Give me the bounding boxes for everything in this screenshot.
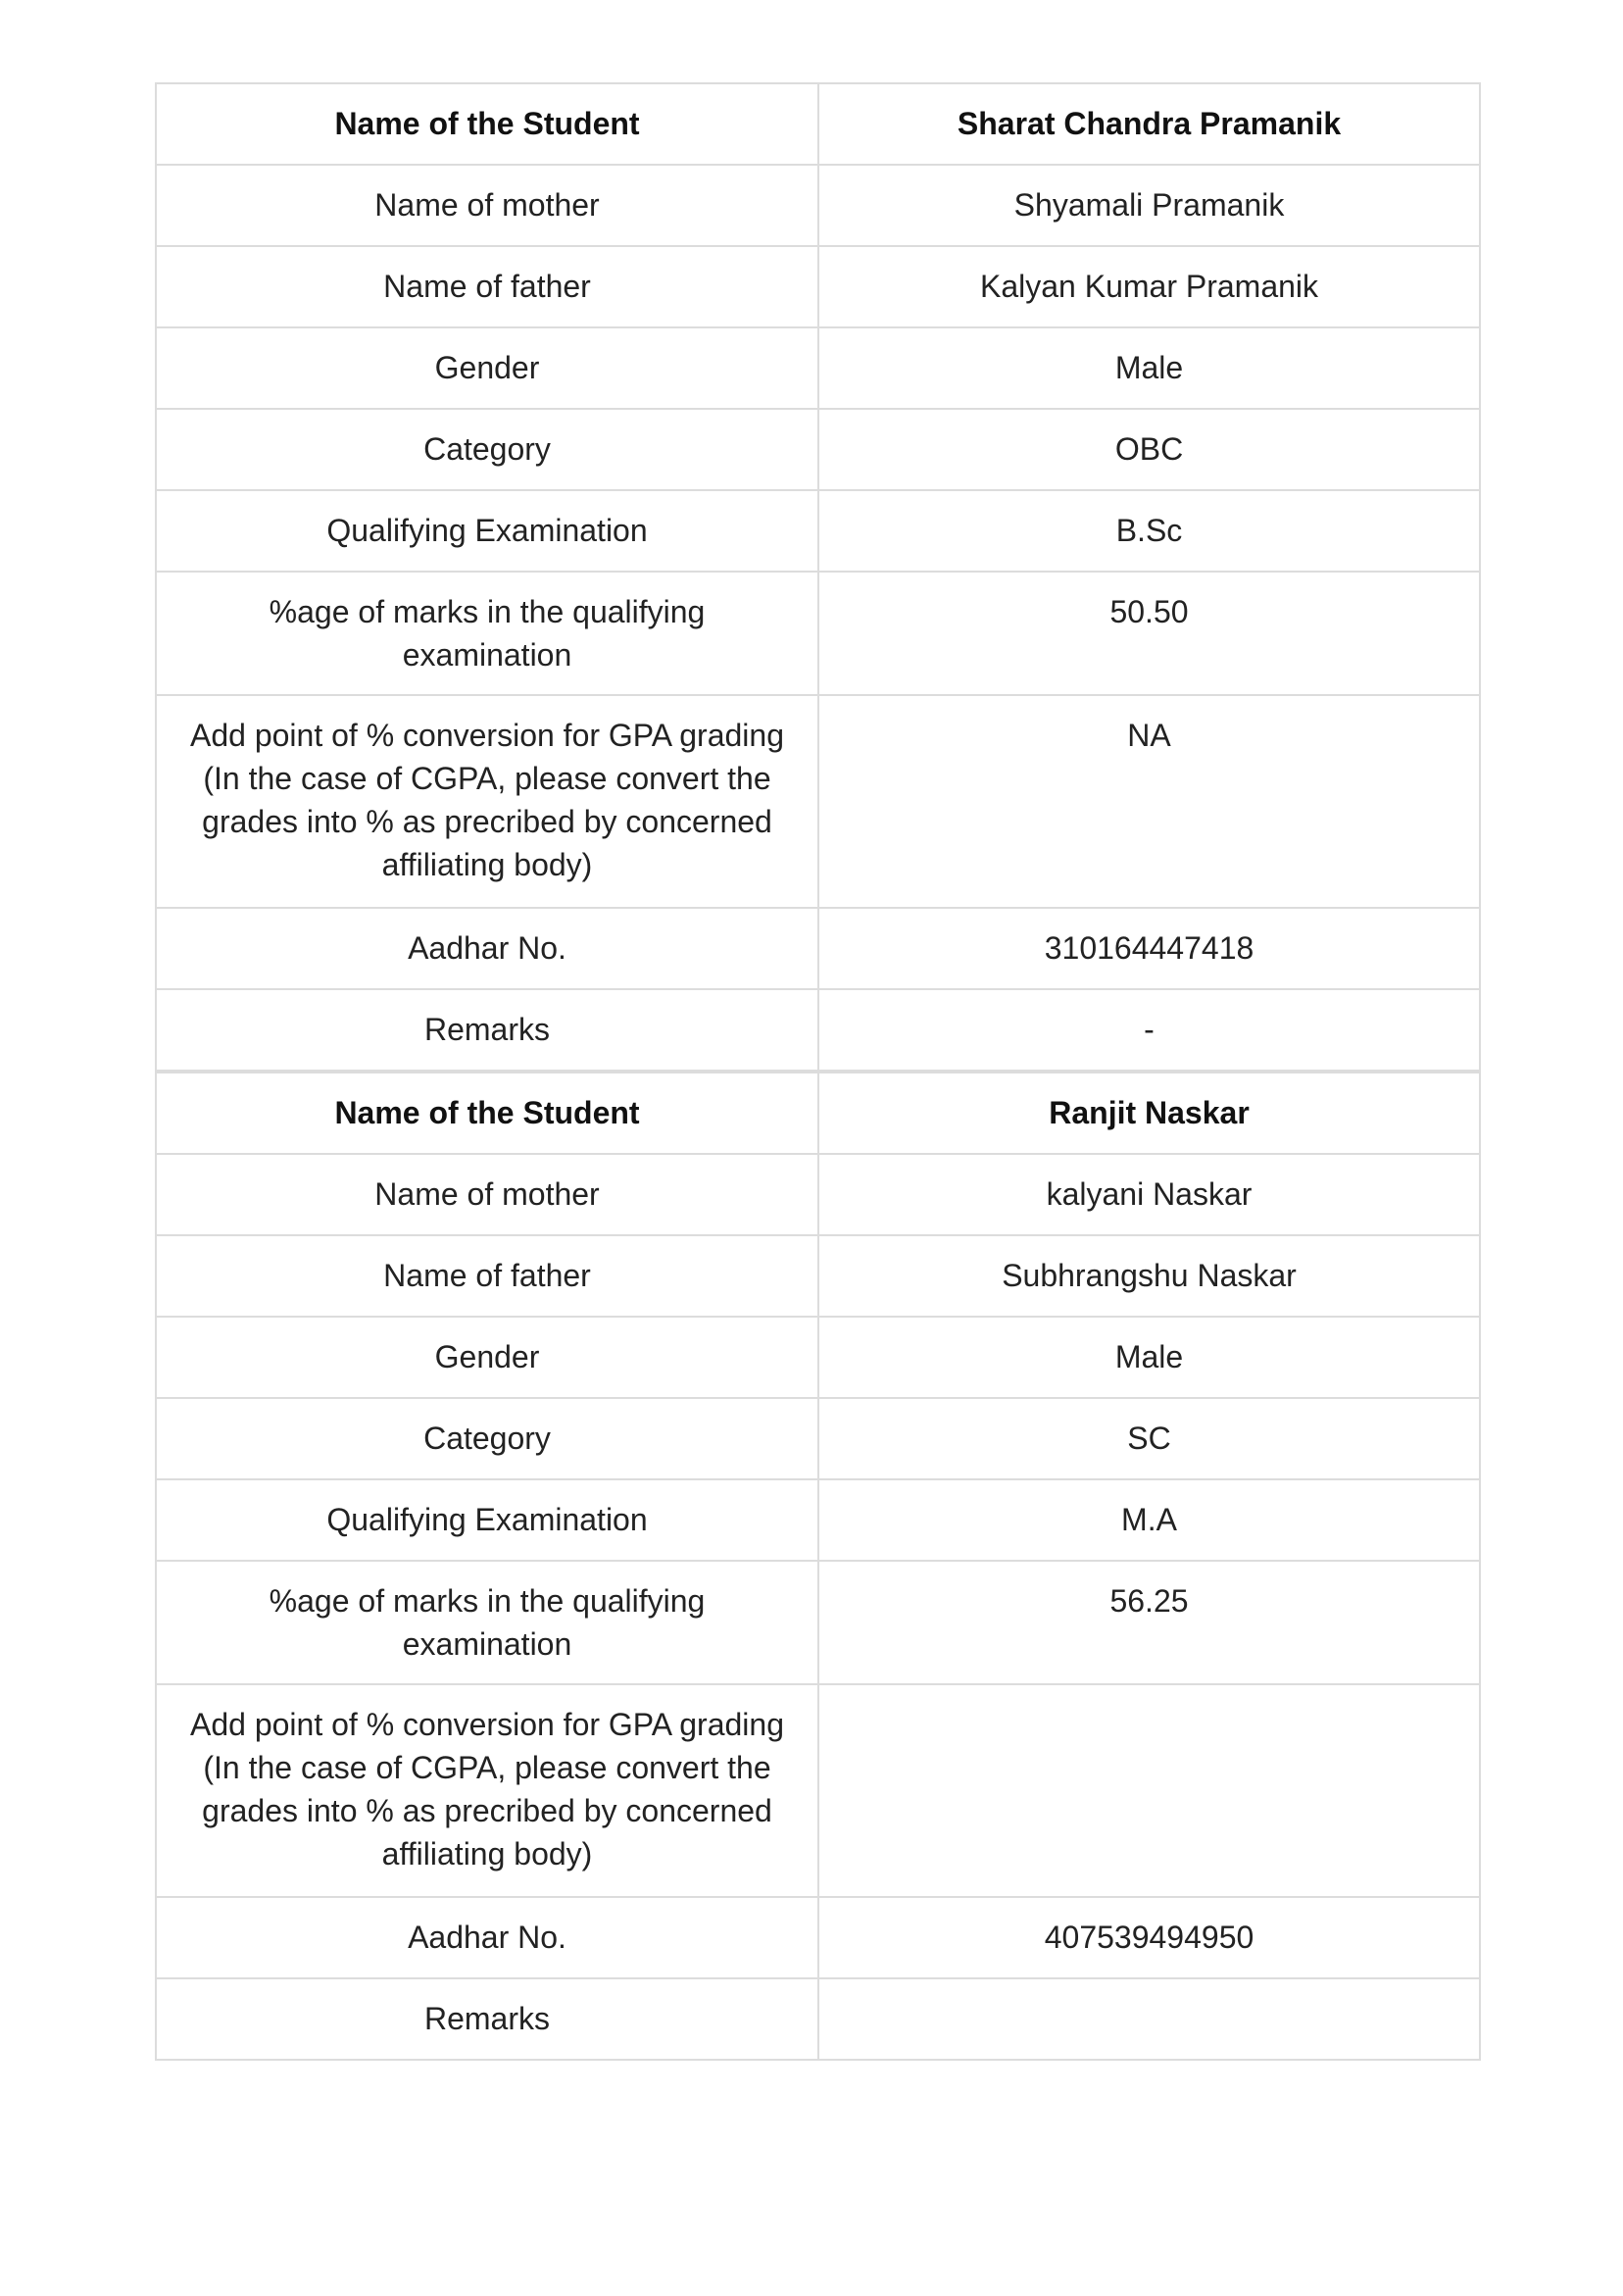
table-row-aadhar <box>156 908 1480 989</box>
field-label: Aadhar No. <box>156 1897 818 1978</box>
table-row-student-name <box>156 1073 1480 1154</box>
table-row-gpa-conversion <box>156 695 1480 908</box>
field-value: NA <box>818 695 1480 908</box>
field-label: Name of father <box>156 246 818 327</box>
field-value: M.A <box>818 1479 1480 1561</box>
field-label: Gender <box>156 1317 818 1398</box>
field-value: OBC <box>818 409 1480 490</box>
table-row-category <box>156 409 1480 490</box>
table-row-marks-percentage <box>156 1561 1480 1684</box>
field-label: Name of father <box>156 1235 818 1317</box>
table-row-father <box>156 1235 1480 1317</box>
field-label: Name of the Student <box>156 83 818 165</box>
field-label: %age of marks in the qualifying examination <box>156 572 818 695</box>
field-value: Subhrangshu Naskar <box>818 1235 1480 1317</box>
field-label: Name of mother <box>156 165 818 246</box>
field-label: Remarks <box>156 1978 818 2060</box>
table-row-qualifying-exam <box>156 1479 1480 1561</box>
field-value <box>818 1684 1480 1897</box>
table-row-gender <box>156 1317 1480 1398</box>
field-value: 407539494950 <box>818 1897 1480 1978</box>
table-row-qualifying-exam <box>156 490 1480 572</box>
field-label: Name of mother <box>156 1154 818 1235</box>
table-row-category <box>156 1398 1480 1479</box>
table-row-father <box>156 246 1480 327</box>
field-label: Gender <box>156 327 818 409</box>
field-value: Male <box>818 327 1480 409</box>
table-row-mother <box>156 165 1480 246</box>
table-row-gpa-conversion <box>156 1684 1480 1897</box>
field-value: Shyamali Pramanik <box>818 165 1480 246</box>
field-label: Remarks <box>156 989 818 1071</box>
table-row-gender <box>156 327 1480 409</box>
field-label: Category <box>156 409 818 490</box>
table-row-student-name <box>156 83 1480 165</box>
field-value: 310164447418 <box>818 908 1480 989</box>
field-value: - <box>818 989 1480 1071</box>
field-label: Aadhar No. <box>156 908 818 989</box>
field-value: B.Sc <box>818 490 1480 572</box>
field-value: 56.25 <box>818 1561 1480 1684</box>
student-name-value: Ranjit Naskar <box>818 1073 1480 1154</box>
table-row-remarks <box>156 989 1480 1071</box>
field-label: Qualifying Examination <box>156 1479 818 1561</box>
student-record-table <box>155 82 1481 1072</box>
table-row-remarks <box>156 1978 1480 2060</box>
field-label: Category <box>156 1398 818 1479</box>
student-record-table <box>155 1072 1481 2061</box>
field-label: Add point of % conversion for GPA grading (In the case of CGPA, please convert the grades into % as precribed by concerned affiliating body) <box>156 695 818 908</box>
field-label: Qualifying Examination <box>156 490 818 572</box>
field-value: 50.50 <box>818 572 1480 695</box>
table-row-marks-percentage <box>156 572 1480 695</box>
field-label: Add point of % conversion for GPA grading (In the case of CGPA, please convert the grades into % as precribed by concerned affiliating body) <box>156 1684 818 1897</box>
field-value: Kalyan Kumar Pramanik <box>818 246 1480 327</box>
field-value <box>818 1978 1480 2060</box>
field-value: SC <box>818 1398 1480 1479</box>
field-label: Name of the Student <box>156 1073 818 1154</box>
table-row-aadhar <box>156 1897 1480 1978</box>
student-name-value: Sharat Chandra Pramanik <box>818 83 1480 165</box>
table-row-mother <box>156 1154 1480 1235</box>
field-label: %age of marks in the qualifying examination <box>156 1561 818 1684</box>
field-value: Male <box>818 1317 1480 1398</box>
field-value: kalyani Naskar <box>818 1154 1480 1235</box>
